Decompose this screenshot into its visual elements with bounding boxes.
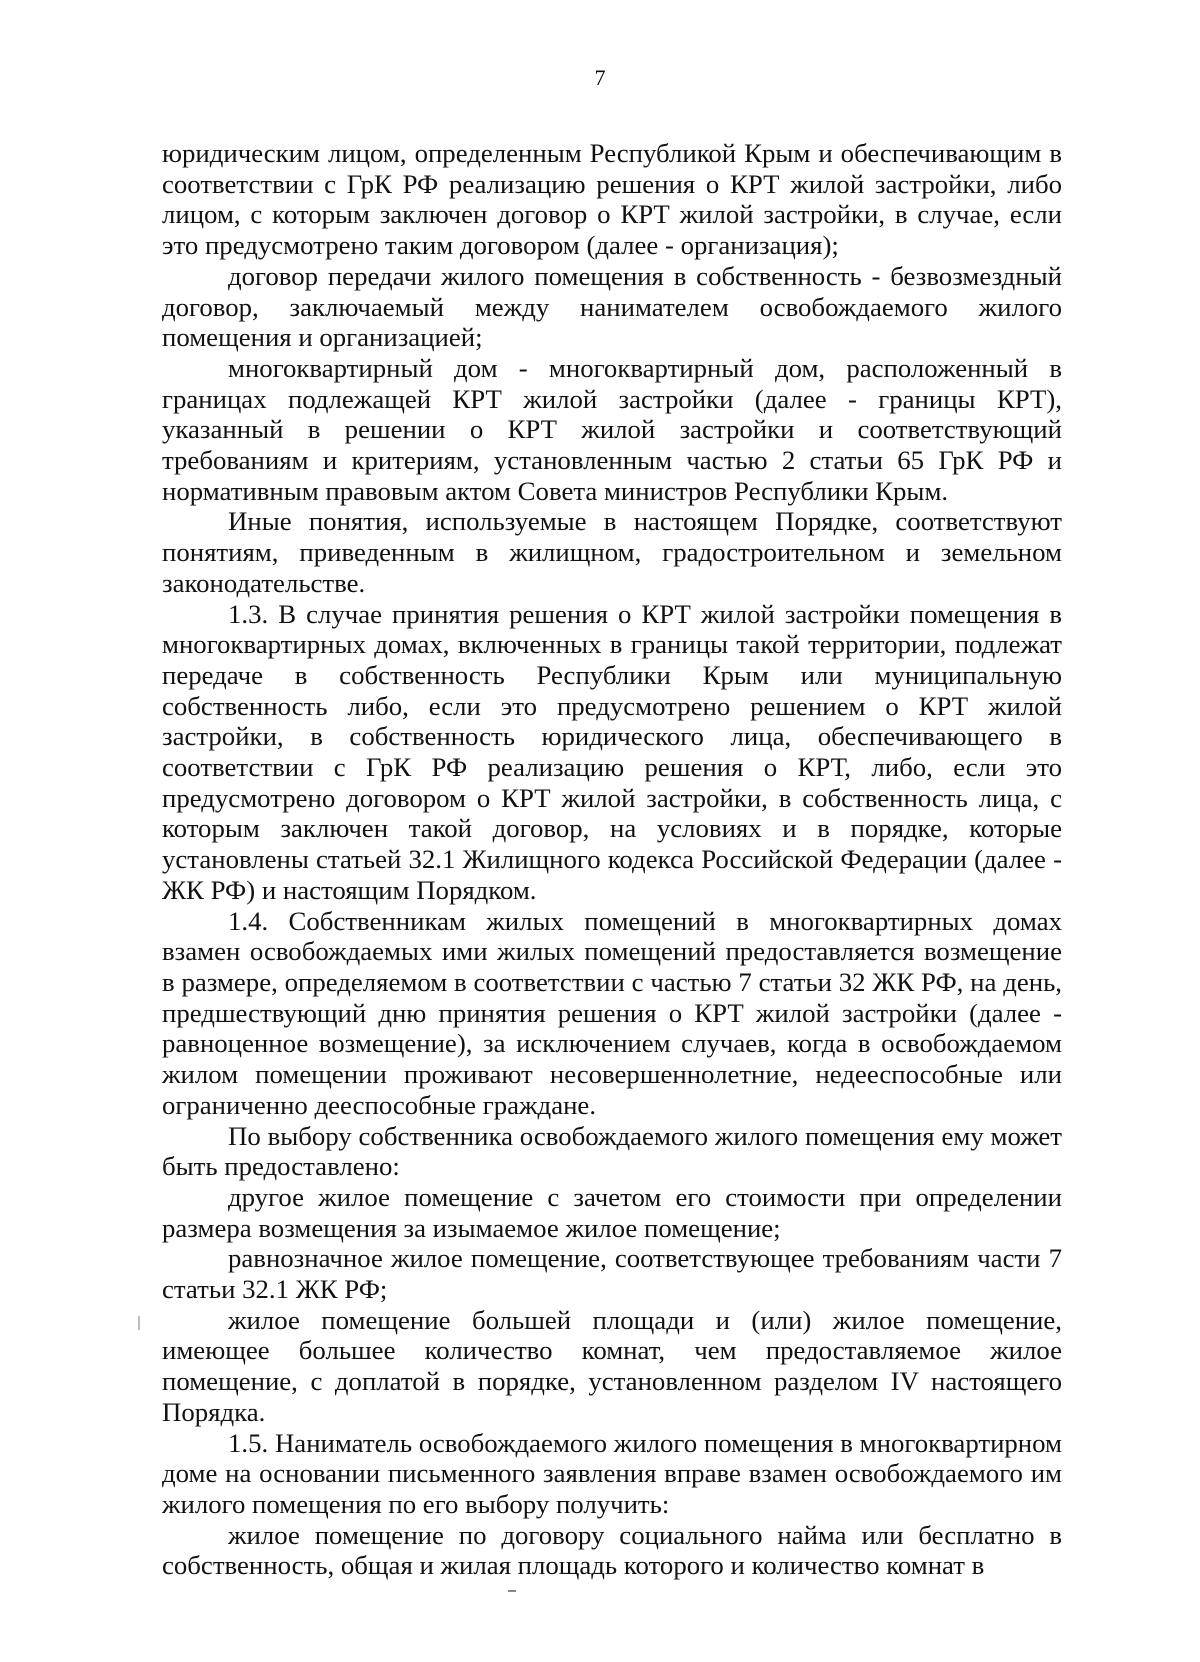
paragraph-transfer-contract-definition: договор передачи жилого помещения в собственность - безвозмездный договор, заключаемый между нанимателем освобождаемого жилого помещения и организацией; [162, 260, 1062, 353]
page-number: 7 [594, 65, 606, 90]
paragraph-clause-1-3: 1.3. В случае принятия решения о КРТ жилой застройки помещения в многоквартирных домах, включенных в границы такой территории, подлежат передаче в собственность Республики Крым или муниципальную собственность либо, если это предусмотрено решением о КРТ жилой застройки, в собственность юридического лица, обеспечивающего в соответствии с ГрК РФ реализацию решения о КРТ, либо, если это предусмотрено договором о КРТ жилой застройки, в собственность лица, с которым заключен такой договор, на условиях и в порядке, которые установлены статьей 32.1 Жилищного кодекса Российской Федерации (далее - ЖК РФ) и настоящим Порядком. [162, 598, 1062, 905]
document-body [162, 138, 1062, 1581]
paragraph-social-rent-option: жилое помещение по договору социального найма или бесплатно в собственность, общая и жилая площадь которого и количество комнат в [162, 1519, 1062, 1581]
scan-margin-mark [138, 1316, 140, 1330]
paragraph-organization-definition: юридическим лицом, определенным Республикой Крым и обеспечивающим в соответствии с ГрК РФ реализацию решения о КРТ жилой застройки, либо лицом, с которым заключен договор о КРТ жилой застройки, в случае, если это предусмотрено таким договором (далее - организация); [162, 138, 1062, 261]
paragraph-owner-choice: По выбору собственника освобождаемого жилого помещения ему может быть предоставлено: [162, 1120, 1062, 1182]
paragraph-larger-premises-option: жилое помещение большей площади и (или) жилое помещение, имеющее большее количество комнат, чем предоставляемое жилое помещение, с доплатой в порядке, установленном разделом IV настоящего Порядка. [162, 1304, 1062, 1427]
paragraph-other-premises-option: другое жилое помещение с зачетом его стоимости при определении размера возмещения за изымаемое жилое помещение; [162, 1181, 1062, 1243]
scan-bottom-mark [508, 1590, 516, 1592]
paragraph-other-concepts: Иные понятия, используемые в настоящем Порядке, соответствуют понятиям, приведенным в жилищном, градостроительном и земельном законодательстве. [162, 506, 1062, 598]
paragraph-clause-1-4: 1.4. Собственникам жилых помещений в многоквартирных домах взамен освобождаемых ими жилых помещений предоставляется возмещение в размере, определяемом в соответствии с частью 7 статьи 32 ЖК РФ, на день, предшествующий дню принятия решения о КРТ жилой застройки (далее - равноценное возмещение), за исключением случаев, когда в освобождаемом жилом помещении проживают несовершеннолетние, недееспособные или ограниченно дееспособные граждане. [162, 905, 1062, 1120]
paragraph-apartment-building-definition: многоквартирный дом - многоквартирный дом, расположенный в границах подлежащей КРТ жилой застройки (далее - границы КРТ), указанный в решении о КРТ жилой застройки и соответствующий требованиям и критериям, установленным частью 2 статьи 65 ГрК РФ и нормативным правовым актом Совета министров Республики Крым. [162, 352, 1062, 506]
paragraph-equivalent-premises-option: равнозначное жилое помещение, соответствующее требованиям части 7 статьи 32.1 ЖК РФ; [162, 1243, 1062, 1305]
paragraph-clause-1-5: 1.5. Наниматель освобождаемого жилого помещения в многоквартирном доме на основании письменного заявления вправе взамен освобождаемого им жилого помещения по его выбору получить: [162, 1427, 1062, 1519]
